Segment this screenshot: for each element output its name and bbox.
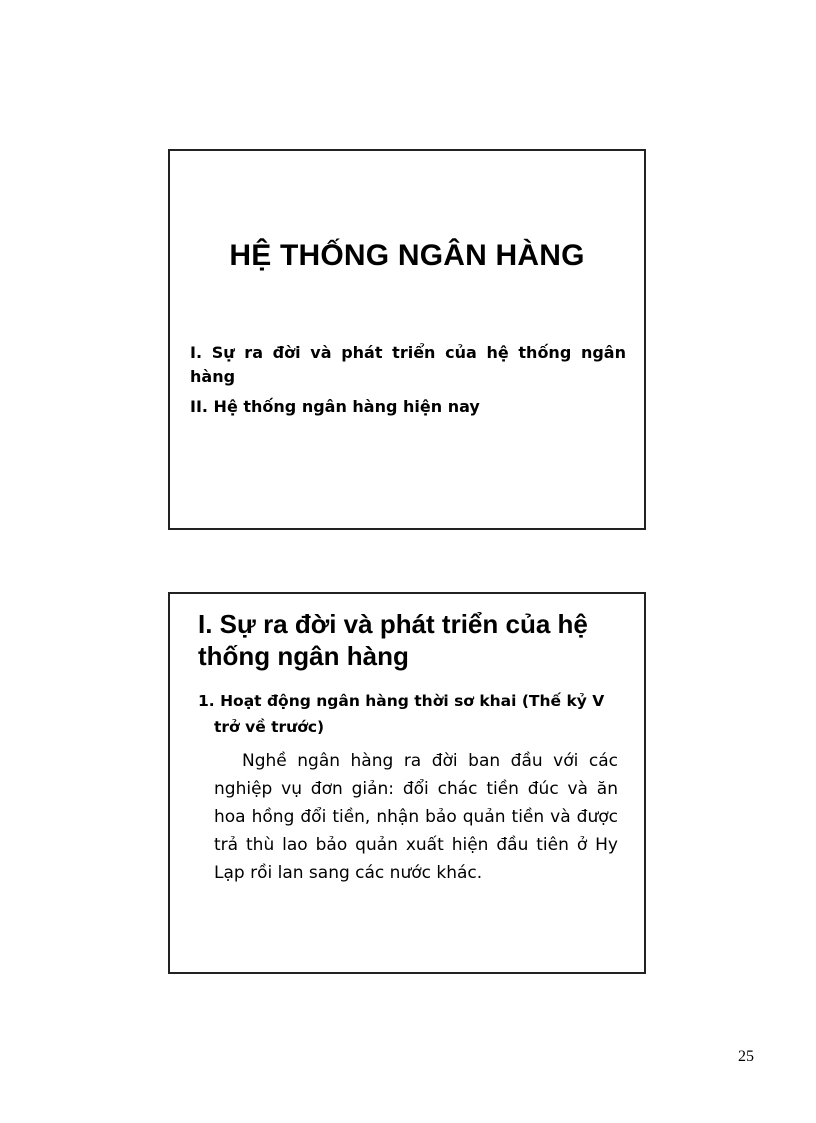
- slide-2-title: I. Sự ra đời và phát triển của hệ thống ngân hàng: [198, 609, 588, 671]
- outline-item-2: II. Hệ thống ngân hàng hiện nay: [190, 397, 480, 416]
- slide-1-title: HỆ THỐNG NGÂN HÀNG: [229, 239, 585, 272]
- slide-2-subheading: 1. Hoạt động ngân hàng thời sơ khai (Thế kỷ V trở về trước): [198, 692, 605, 736]
- outline-item-1: I. Sự ra đời và phát triển của hệ thống ngân hàng: [190, 343, 626, 386]
- slide-1-outline: [190, 341, 626, 425]
- slide-2: [168, 592, 646, 974]
- page-number: 25: [738, 1048, 754, 1065]
- slide-1: [168, 149, 646, 530]
- slide-2-body-text: Nghề ngân hàng ra đời ban đầu với các nghiệp vụ đơn giản: đổi chác tiền đúc và ăn hoa hồng đổi tiền, nhận bảo quản tiền và được trả thù lao bảo quản xuất hiện đầu tiên ở Hy Lạp rồi lan sang các nước khác.: [214, 751, 618, 883]
